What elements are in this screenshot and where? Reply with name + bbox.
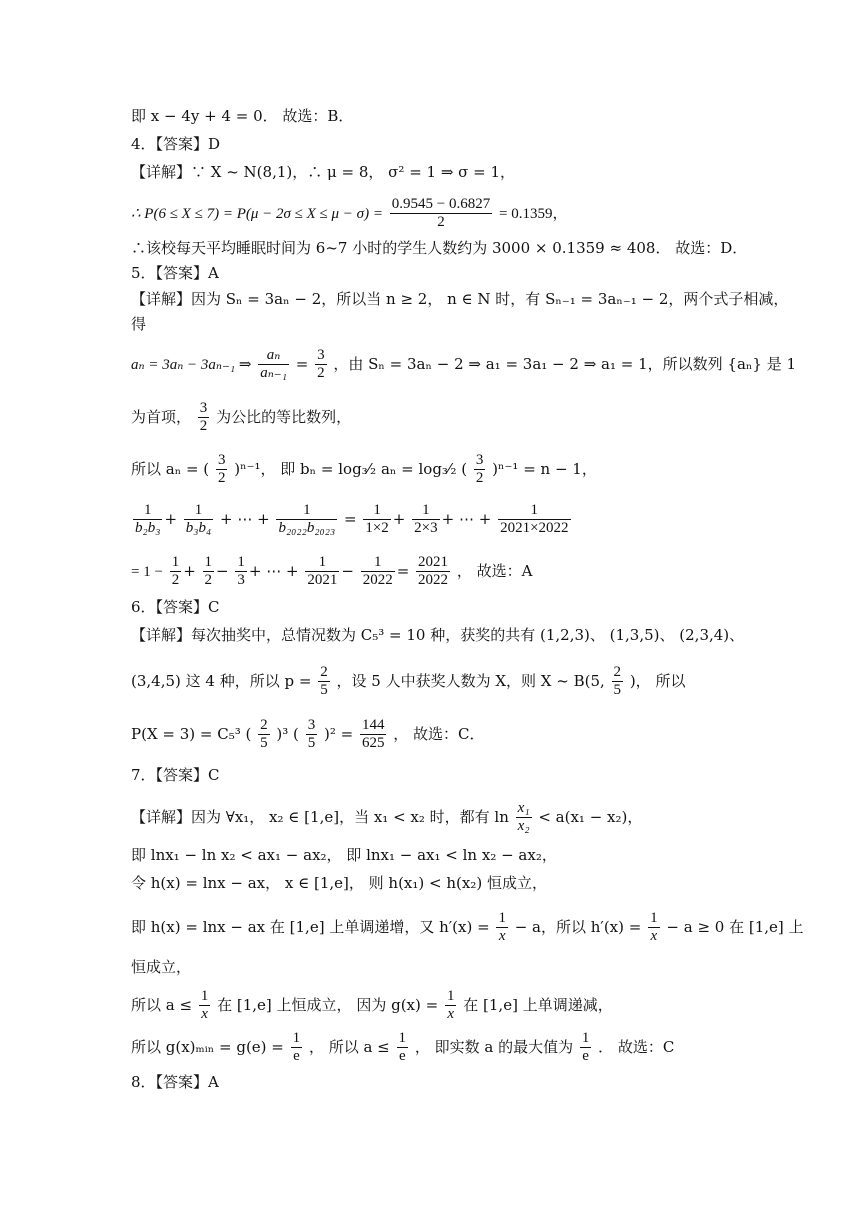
equation-text: )² = <box>323 724 354 743</box>
equation-line <box>131 664 685 700</box>
numerator: 1 <box>397 1030 409 1048</box>
denominator: 2 <box>199 418 208 435</box>
fraction <box>516 800 532 836</box>
answer-heading-6: 6．【答案】C <box>131 598 220 616</box>
equation-text: − a ≥ 0 在 [1,e] 上 <box>666 917 804 936</box>
numerator: 1 <box>363 502 390 520</box>
numerator: 144 <box>360 717 387 735</box>
fraction <box>216 452 228 488</box>
denominator: x <box>650 928 658 945</box>
equation-text: = 0.1359， <box>498 205 568 222</box>
numerator: 2 <box>258 717 270 735</box>
fraction <box>496 910 508 946</box>
denominator: e <box>582 1048 589 1065</box>
equation-text: )， 所以 <box>629 671 686 690</box>
equals-sign: = <box>343 509 357 528</box>
fraction <box>258 347 289 383</box>
numerator: x₁ <box>516 800 532 818</box>
equation-text: = 1 − <box>131 563 163 580</box>
equation-text: 在 [1,e] 上恒成立， 因为 g(x) = <box>217 995 439 1014</box>
numerator: 1 <box>648 910 660 928</box>
denominator: 2 <box>171 572 180 589</box>
fraction <box>235 554 247 590</box>
equation-text: )ⁿ⁻¹ = n − 1， <box>492 459 597 478</box>
denominator: 3 <box>237 572 245 589</box>
denominator: 2 <box>217 470 226 487</box>
denominator: 2 <box>475 470 484 487</box>
denominator: x <box>498 928 506 945</box>
denominator: 2021×2022 <box>500 520 569 537</box>
equation-text: ， 故选：C． <box>393 724 485 743</box>
equation-line <box>131 452 597 488</box>
fraction <box>363 502 390 538</box>
equation-text: − a，所以 h′(x) = <box>514 917 642 936</box>
denominator: 2022 <box>362 572 393 589</box>
equation-text: ． 故选：C <box>598 1037 675 1056</box>
equation-text: ， 所以 a ≤ <box>308 1037 390 1056</box>
denominator: 2 <box>204 572 213 589</box>
fraction <box>580 1030 592 1066</box>
equation-line <box>131 1030 674 1066</box>
answer-heading-5: 5．【答案】A <box>131 264 219 282</box>
denominator: 5 <box>260 735 268 752</box>
fraction <box>360 717 387 753</box>
denominator: e <box>398 1048 406 1065</box>
equation-text: )ⁿ⁻¹， 即 bₙ = log₃⁄₂ aₙ = log₃⁄₂ ( <box>234 459 468 478</box>
equation-line <box>131 910 804 946</box>
equals-sign: = <box>295 354 309 373</box>
denominator: 2022 <box>418 572 449 589</box>
denominator: x <box>447 1006 455 1023</box>
denominator: 2 <box>317 365 325 382</box>
denominator: x <box>201 1006 208 1023</box>
fraction <box>498 502 570 538</box>
equation-text: )³ ( <box>276 724 299 743</box>
denominator: 5 <box>320 682 328 699</box>
equation-line: = 1 − $\frac{1}{2}$ + $\frac{1}{2}$ − $\frac{1}{3}$ + ⋯ + $\frac{1}{2021}$ − $\frac{1}{2022}$ = $\frac{2021}{2022}$ ， 故选：A <box>131 554 533 589</box>
equation-text: ， 故选：A <box>456 561 533 580</box>
text-fragment: 为公比的等比数列， <box>216 407 352 426</box>
numerator: 3 <box>474 452 486 470</box>
equation-text: ， 即实数 a 的最大值为 <box>414 1037 574 1056</box>
numerator: 1 <box>361 554 395 572</box>
numerator: 1 <box>412 502 439 520</box>
fraction <box>416 554 450 590</box>
denominator: b₂b₃ <box>135 520 161 537</box>
denominator: b₃b₄ <box>185 520 212 537</box>
text-line: 【详解】因为 Sₙ = 3aₙ − 2，所以当 n ≥ 2， n ∈ N 时，有 Sₙ₋₁ = 3aₙ₋₁ − 2，两个式子相减， <box>131 290 789 308</box>
denominator: 5 <box>613 682 622 699</box>
equation-text: 所以 aₙ = ( <box>131 459 210 478</box>
answer-heading-8: 8．【答案】A <box>131 1073 219 1091</box>
equation-line <box>131 800 642 836</box>
fraction <box>291 1030 303 1066</box>
equation-line <box>131 988 613 1024</box>
equation-text: 【详解】因为 ∀x₁， x₂ ∈ [1,e]，当 x₁ < x₂ 时，都有 ln <box>131 807 509 826</box>
numerator: 3 <box>306 717 318 735</box>
text-line: 恒成立， <box>131 958 192 976</box>
numerator: 2021 <box>416 554 450 572</box>
fraction <box>199 988 211 1024</box>
equation-text: ，设 5 人中获奖人数为 X，则 X ~ B(5, <box>336 671 605 690</box>
numerator: 1 <box>496 910 508 928</box>
numerator: 1 <box>580 1030 592 1048</box>
denominator: 2×3 <box>414 520 438 537</box>
text-line: 令 h(x) = lnx − ax， x ∈ [1,e]， 则 h(x₁) < h(x₂) 恒成立， <box>131 874 547 892</box>
equation-text: P(X = 3) = C₅³ ( <box>131 724 252 743</box>
text-line: 【详解】每次抽奖中，总情况数为 C₅³ = 10 种，获奖的共有 (1,2,3)、 (1,3,5)、 (2,3,4)、 <box>131 626 745 644</box>
denominator: x₂ <box>517 818 530 835</box>
fraction <box>184 502 213 538</box>
numerator: 2 <box>318 664 330 682</box>
fraction <box>361 554 395 590</box>
fraction <box>397 1030 409 1066</box>
denominator: e <box>293 1048 300 1065</box>
equation-text: 所以 a ≤ <box>131 995 193 1014</box>
fraction <box>474 452 486 488</box>
text-line: 即 x − 4y + 4 = 0． 故选：B． <box>131 107 354 125</box>
numerator: 3 <box>315 347 327 365</box>
numerator: 2 <box>612 664 624 682</box>
numerator: 1 <box>133 502 162 520</box>
numerator: 1 <box>184 502 213 520</box>
equation-text: ，由 Sₙ = 3aₙ − 2 ⇒ a₁ = 3a₁ − 2 ⇒ a₁ = 1，所以数列 {aₙ} 是 1 <box>333 354 797 373</box>
fraction <box>198 400 210 436</box>
equation-text: aₙ = 3aₙ − 3aₙ₋₁ ⇒ <box>131 356 252 373</box>
numerator: 3 <box>216 452 228 470</box>
equation-text: 即 h(x) = lnx − ax 在 [1,e] 上单调递增，又 h′(x) = <box>131 917 490 936</box>
equation-text: (3,4,5) 这 4 种，所以 p = <box>131 671 312 690</box>
numerator: 1 <box>276 502 337 520</box>
fraction <box>276 502 337 538</box>
fraction <box>170 554 182 590</box>
fraction <box>306 717 318 753</box>
denominator: 2 <box>437 214 445 231</box>
equation-text: 所以 g(x)ₘᵢₙ = g(e) = <box>131 1037 284 1056</box>
text-line: 【详解】∵ X ~ N(8,1)，∴ μ = 8， σ² = 1 ⇒ σ = 1， <box>131 163 516 181</box>
numerator: 1 <box>170 554 182 572</box>
denominator: 625 <box>361 735 385 752</box>
numerator: 1 <box>498 502 570 520</box>
numerator: 1 <box>445 988 457 1006</box>
equation-text: 在 [1,e] 上单调递减， <box>463 995 613 1014</box>
text-line: 即 lnx₁ − ln x₂ < ax₁ − ax₂， 即 lnx₁ − ax₁ < ln x₂ − ax₂， <box>131 846 557 864</box>
text-line: 得 <box>131 315 147 333</box>
equation-text: ∴ P(6 ≤ X ≤ 7) = P(μ − 2σ ≤ X ≤ μ − σ) = <box>131 205 383 222</box>
fraction <box>612 664 624 700</box>
denominator: 2021 <box>307 572 338 589</box>
fraction <box>648 910 660 946</box>
equation-line <box>131 196 567 232</box>
numerator: 1 <box>203 554 215 572</box>
equation-line <box>131 717 485 753</box>
denominator: b₂₀₂₂b₂₀₂₃ <box>278 520 336 537</box>
fraction <box>315 347 327 383</box>
denominator: aₙ₋₁ <box>260 365 287 382</box>
fraction <box>258 717 270 753</box>
numerator: aₙ <box>258 347 289 365</box>
text-line <box>131 400 351 436</box>
fraction <box>203 554 215 590</box>
answer-heading-7: 7．【答案】C <box>131 766 220 784</box>
equation-line <box>131 347 796 383</box>
numerator: 0.9545 − 0.6827 <box>390 196 492 214</box>
denominator: 5 <box>307 735 316 752</box>
fraction <box>412 502 439 538</box>
text-fragment: 为首项， <box>131 407 192 426</box>
fraction <box>318 664 330 700</box>
text-line: ∴该校每天平均睡眠时间为 6~7 小时的学生人数约为 3000 × 0.1359 ≈ 408． 故选：D． <box>131 239 748 257</box>
numerator: 1 <box>235 554 247 572</box>
fraction <box>445 988 457 1024</box>
numerator: 1 <box>305 554 339 572</box>
fraction <box>390 196 492 232</box>
numerator: 1 <box>291 1030 303 1048</box>
denominator: 1×2 <box>365 520 389 537</box>
equation-text: + ⋯ + <box>220 509 270 528</box>
fraction <box>133 502 162 538</box>
fraction <box>305 554 339 590</box>
equation-text: < a(x₁ − x₂)， <box>538 807 643 826</box>
equation-line: $\frac{1}{\text{b₂b₃}}$ + $\frac{1}{\text{b₃b₄}}$ + ⋯ + $\frac{1}{\text{b₂₀₂₂b₂₀₂₃}}$ = $\frac{1}{1\times 2}$ + $\frac{1}{2\times 3}$ + ⋯ + $\frac{1}{2021\times 2022}$ <box>135 502 569 537</box>
numerator: 1 <box>199 988 211 1006</box>
answer-heading-4: 4．【答案】D <box>131 135 221 153</box>
numerator: 3 <box>198 400 210 418</box>
